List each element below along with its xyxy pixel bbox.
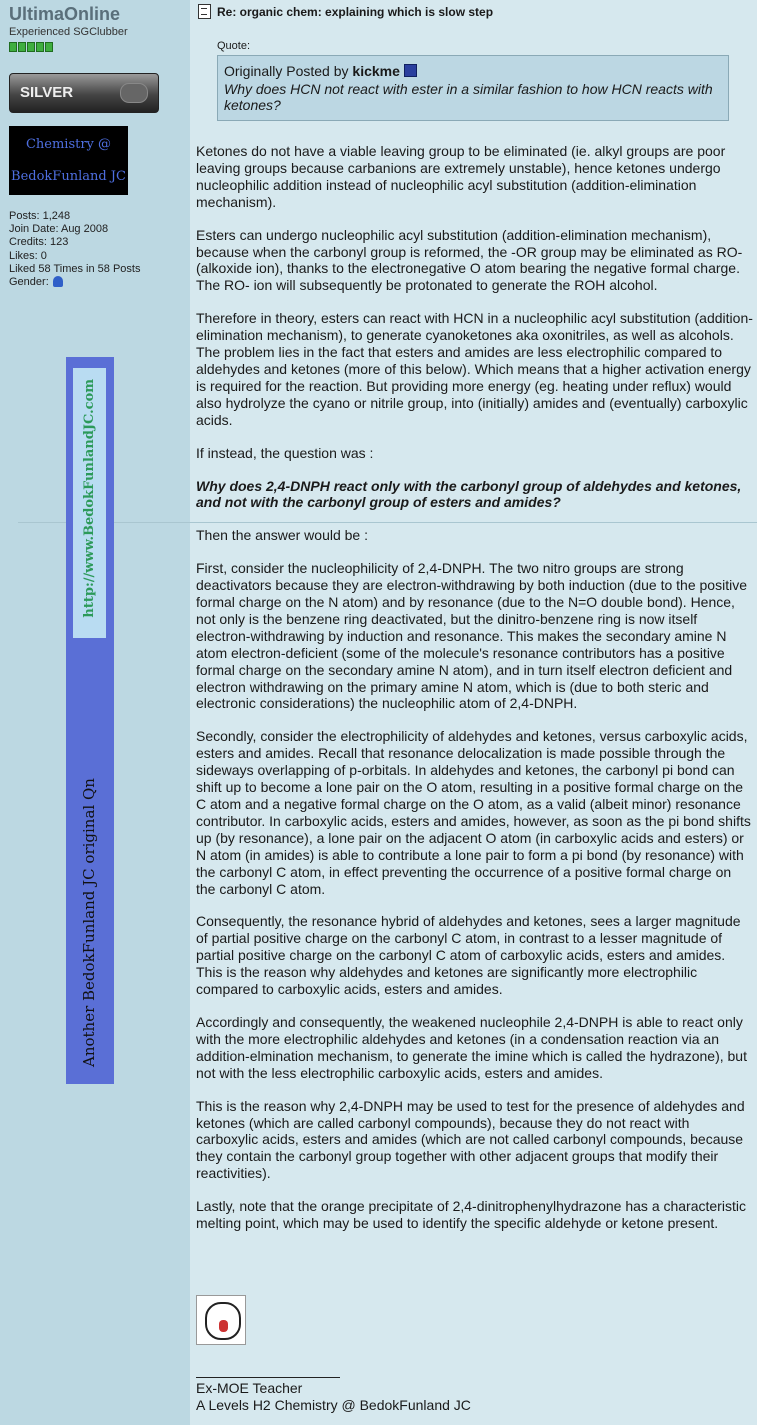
rep-pip <box>36 42 44 52</box>
post-paragraph: Lastly, note that the orange precipitate of 2,4-dinitrophenylhydrazone has a characteristic melting point, which may be used to identify the specific aldehyde or ketone present. <box>196 1198 746 1232</box>
post-paragraph: Secondly, consider the electrophilicity of aldehydes and ketones, versus carboxylic acids, esters and amides. Recall that resonance delocalization is made possible through the sideways overlapping of p-orbitals. In aldehydes and ketones, the carbonyl pi bond can shift up to become a lone pair on the O atom, resulting in a positive formal charge on the C atom and a negative formal charge on the O atom, as a valid (albeit minor) resonance contributor. In carboxylic acids, esters and amides, however, as soon as the pi bond shifts up (by resonance), a lone pair on the adjacent O atom (in carboxylic acids and esters) or N atom (in amides) is able to contribute a lone pair to form a pi bond (by resonance) with the carbonyl C atom, in effect preventing the occurrence of a positive formal charge on the carbonyl C atom. <box>196 728 751 897</box>
post-title <box>198 4 493 19</box>
signature-divider <box>196 1377 340 1378</box>
post-paragraph: Then the answer would be : <box>196 527 368 544</box>
quote-attribution <box>224 63 417 79</box>
rep-pip <box>27 42 35 52</box>
rank-badge <box>9 73 159 113</box>
user-avatar-banner <box>9 126 128 195</box>
vertical-banner-url: http://www.BedokFunlandJC.com <box>82 379 97 618</box>
stat-join-date: Join Date: Aug 2008 <box>9 223 109 236</box>
gender-label: Gender: <box>9 276 49 289</box>
signature-line1: Ex-MOE Teacher <box>196 1380 303 1396</box>
post-paragraph: Esters can undergo nucleophilic acyl substitution (addition-elimination mechanism), because when the carbonyl group is reformed, the -OR group may be eliminated as RO- (alkoxide ion), thanks to the electronegative O atom bearing the negative formal charge. The RO- ion will subsequently be protonated to generate the ROH alcohol. <box>196 226 743 294</box>
post-paragraph: This is the reason why 2,4-DNPH may be used to test for the presence of aldehydes and ketones (which are called carbonyl compounds), because they do not react with carboxylic acids, esters and amides (which are not called carbonyl compounds, because they contain the carbonyl group together with other adjacent groups that modify their reactivities). <box>196 1097 745 1182</box>
rep-pip <box>45 42 53 52</box>
banner-line1: Chemistry @ <box>25 137 112 152</box>
quote-label: Quote: <box>217 40 251 52</box>
smiley-face <box>205 1302 241 1340</box>
vertical-banner <box>66 357 114 1084</box>
signature-line2: A Levels H2 Chemistry @ BedokFunland JC <box>196 1397 471 1413</box>
quote-box <box>217 55 729 121</box>
post-paragraph: Therefore in theory, esters can react with HCN in a nucleophilic acyl substitution (addition-elimination mechanism), to generate cyanoketones aka oxonitriles, as well as alcohols. The problem lies in the fact that esters and amides are less electrophilic compared to aldehydes and ketones (more of this below). Which means that a higher activation energy is required for the reaction. But providing more energy (eg. heating under reflux) would also hydrolyze the cyano or nitrile group, into (initially) amides and (eventually) carboxylic acids. <box>196 310 753 428</box>
rank-badge-label: SILVER <box>20 84 74 101</box>
user-stats <box>9 210 140 289</box>
stat-liked: Liked 58 Times in 58 Posts <box>9 262 141 275</box>
rep-pip <box>18 42 26 52</box>
quote-by-prefix: Originally Posted by <box>224 63 349 79</box>
smiley-icon <box>196 1295 246 1345</box>
stat-posts: Posts: 1,248 <box>9 210 71 222</box>
user-sidebar <box>0 0 191 1425</box>
stat-credits: Credits: 123 <box>9 236 69 249</box>
rep-pip <box>9 42 17 52</box>
post-content <box>190 0 757 1425</box>
reputation-bar <box>9 42 53 52</box>
view-post-icon[interactable] <box>404 64 417 77</box>
post-paragraph: Accordingly and consequently, the weakened nucleophile 2,4-DNPH is able to react only with the more electrophilic aldehydes and ketones (in a condensation reaction via an addition-elmination mechanism, to generate the imine which is called the hydrazone), but not with the less electrophilic carboxylic acids, esters and amides. <box>196 1013 747 1081</box>
post-paragraph: If instead, the question was : <box>196 444 374 461</box>
post-paragraph: Ketones do not have a viable leaving group to be eliminated (ie. alkyl groups are poor leaving groups because carbanions are extremely unstable), hence ketones undergo nucleophilic addition instead of nucleophilic acyl substitution (addition-elimination mechanism). <box>196 143 726 210</box>
post-paragraph: First, consider the nucleophilicity of 2,4-DNPH. The two nitro groups are strong deactivators because they are electron-withdrawing by both induction (due to the positive formal charge on the N atom) and by resonance (due to the N=O double bond). Hence, not only is the benzene ring deactivated, but the dinitro-benzene ring is now itself electron-withdrawing by induction and resonance. This makes the secondary amine N atom electron-deficient (some of the molecule's resonance contributors has a positive formal charge on the secondary amine N atom), and in turn itself electron deficient and electron withdrawing on the primary amine N atom, which is (due to both steric and electronic considerations) the nucleophilic atom of 2,4-DNPH. <box>196 560 747 712</box>
post-title-text: Re: organic chem: explaining which is slow step <box>217 4 494 19</box>
post-icon <box>198 4 211 19</box>
stat-likes: Likes: 0 <box>9 249 47 262</box>
banner-line2: BedokFunland JC <box>11 169 126 184</box>
post-paragraph: Consequently, the resonance hybrid of aldehydes and ketones, sees a larger magnitude of partial positive charge on the carbonyl C atom, in contrast to a lesser magnitude of partial positive charge on the carbonyl C atom of carboxylic acids, esters and amides. This is the reason why aldehydes and ketones are significantly more electrophilic compared to carboxylic acids, esters and amides. <box>196 913 741 998</box>
stat-gender <box>9 276 140 289</box>
smiley-mouth <box>219 1320 228 1332</box>
username-link[interactable]: UltimaOnline <box>9 4 121 24</box>
vertical-banner-caption: Another BedokFunland JC original Qn <box>80 778 98 1067</box>
male-gender-icon <box>53 276 63 287</box>
post-question: Why does 2,4-DNPH react only with the carbonyl group of aldehydes and ketones, and not with the carbonyl group of esters and amides? <box>196 477 742 511</box>
badge-logo-icon <box>120 83 148 103</box>
user-title: Experienced SGClubber <box>9 26 128 38</box>
post-body <box>196 143 753 1248</box>
quote-text: Why does HCN not react with ester in a similar fashion to how HCN reacts with ketones? <box>224 81 713 113</box>
quote-author: kickme <box>352 63 400 79</box>
